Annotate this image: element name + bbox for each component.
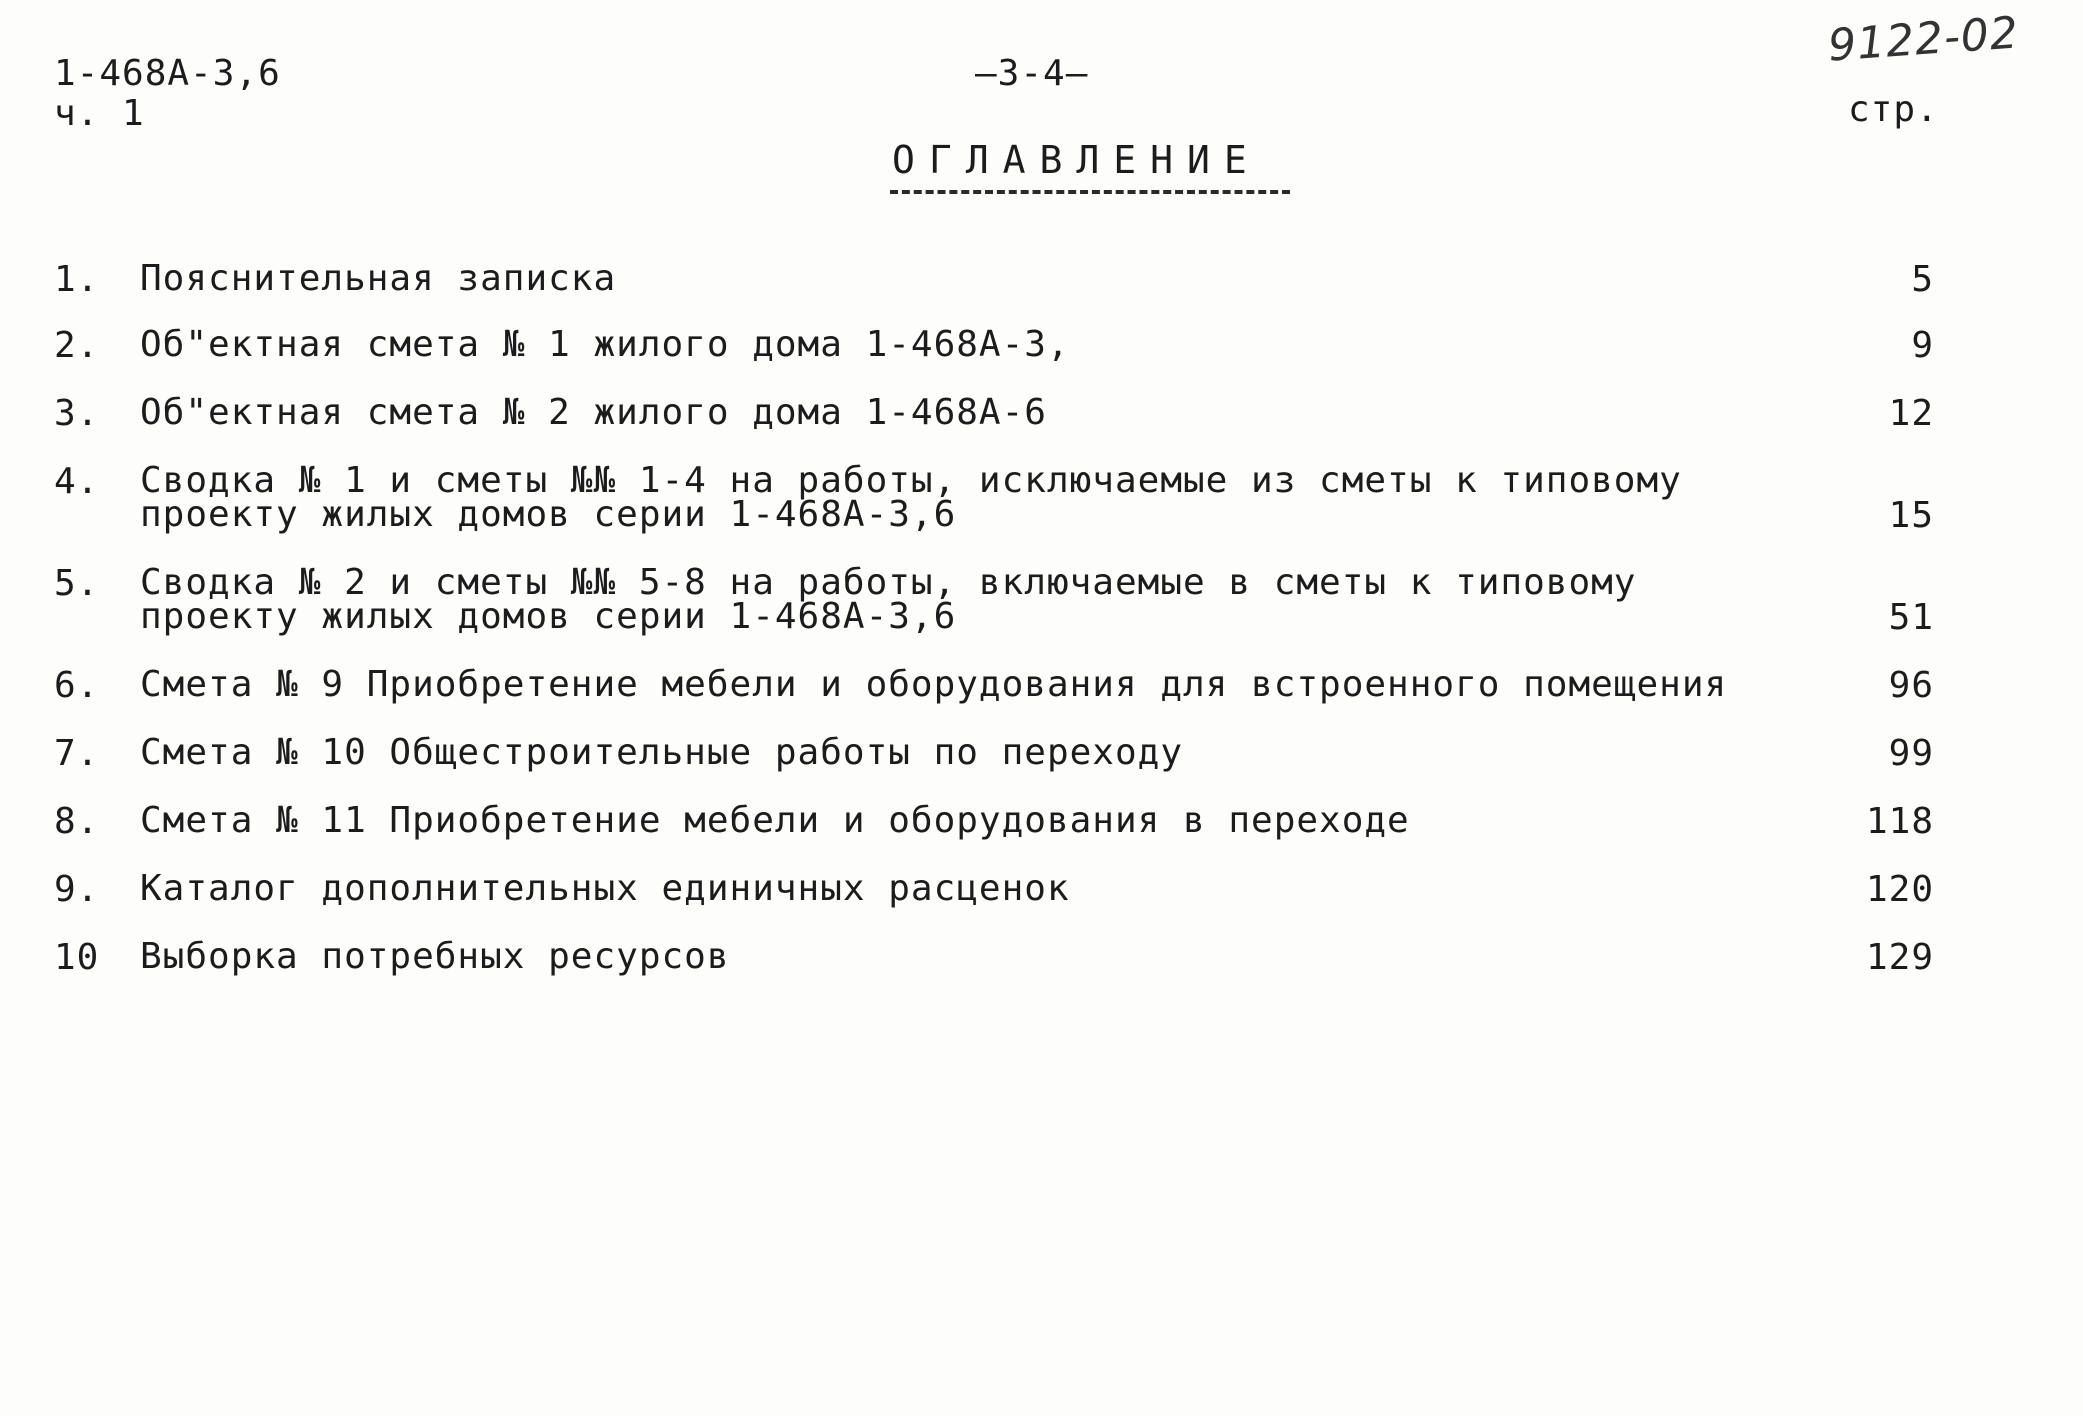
toc-entry-page: 129 bbox=[1865, 937, 1934, 978]
toc-entry-text: Об"ектная смета № 1 жилого дома 1-468А-3, bbox=[140, 324, 1070, 365]
toc-entry-page: 51 bbox=[1888, 597, 1934, 638]
toc-entry-number: 9. bbox=[54, 869, 100, 910]
toc-entry-text: Об"ектная смета № 2 жилого дома 1-468А-6 bbox=[140, 392, 1047, 433]
toc-entry-page: 96 bbox=[1888, 665, 1934, 706]
toc-entry-page: 5 bbox=[1911, 259, 1934, 300]
title-underline bbox=[890, 190, 1290, 194]
toc-entry-page: 15 bbox=[1888, 495, 1934, 536]
toc-entry-text: Смета № 9 Приобретение мебели и оборудования для встроенного помещения bbox=[140, 664, 1728, 705]
toc-entry-page: 9 bbox=[1911, 325, 1934, 366]
toc-entry bbox=[54, 936, 1934, 1020]
toc-entry-number: 2. bbox=[54, 325, 100, 366]
page-number: —3-4— bbox=[975, 53, 1089, 94]
document-part: ч. 1 bbox=[54, 93, 145, 134]
toc-entry-number: 3. bbox=[54, 393, 100, 434]
toc-entry-number: 1. bbox=[54, 259, 100, 300]
toc-entry-text: Смета № 10 Общестроительные работы по переходу bbox=[140, 732, 1183, 773]
toc-entry bbox=[54, 460, 1934, 544]
toc-entry-number: 4. bbox=[54, 461, 100, 502]
toc-entry-text: Сводка № 2 и сметы №№ 5-8 на работы, включаемые в сметы к типовому проекту жилых домов серии 1-468А-3,6 bbox=[140, 562, 1637, 637]
toc-entry-text: Смета № 11 Приобретение мебели и оборудования в переходе bbox=[140, 800, 1410, 841]
toc-entry-number: 10 bbox=[54, 937, 100, 978]
handwritten-code: 9122-02 bbox=[1826, 7, 2021, 72]
toc-entry-text: Выборка потребных ресурсов bbox=[140, 936, 730, 977]
toc-entry-number: 8. bbox=[54, 801, 100, 842]
toc-entry-page: 99 bbox=[1888, 733, 1934, 774]
toc-entry-number: 7. bbox=[54, 733, 100, 774]
contents-title: ОГЛАВЛЕНИЕ bbox=[892, 138, 1261, 182]
toc-entry-text: Сводка № 1 и сметы №№ 1-4 на работы, исключаемые из сметы к типовому проекту жилых домов серии 1-468А-3,6 bbox=[140, 460, 1682, 535]
page-column-label: стр. bbox=[1848, 89, 1939, 130]
document-code: 1-468А-3,6 bbox=[54, 53, 281, 94]
toc-entry-number: 6. bbox=[54, 665, 100, 706]
toc-entry bbox=[54, 562, 1934, 646]
toc-entry-page: 118 bbox=[1865, 801, 1934, 842]
toc-entry-number: 5. bbox=[54, 563, 100, 604]
toc-entry-page: 12 bbox=[1888, 393, 1934, 434]
toc-entry-text: Пояснительная записка bbox=[140, 258, 617, 299]
toc-entry-page: 120 bbox=[1865, 869, 1934, 910]
toc-entry-text: Каталог дополнительных единичных расценок bbox=[140, 868, 1070, 909]
